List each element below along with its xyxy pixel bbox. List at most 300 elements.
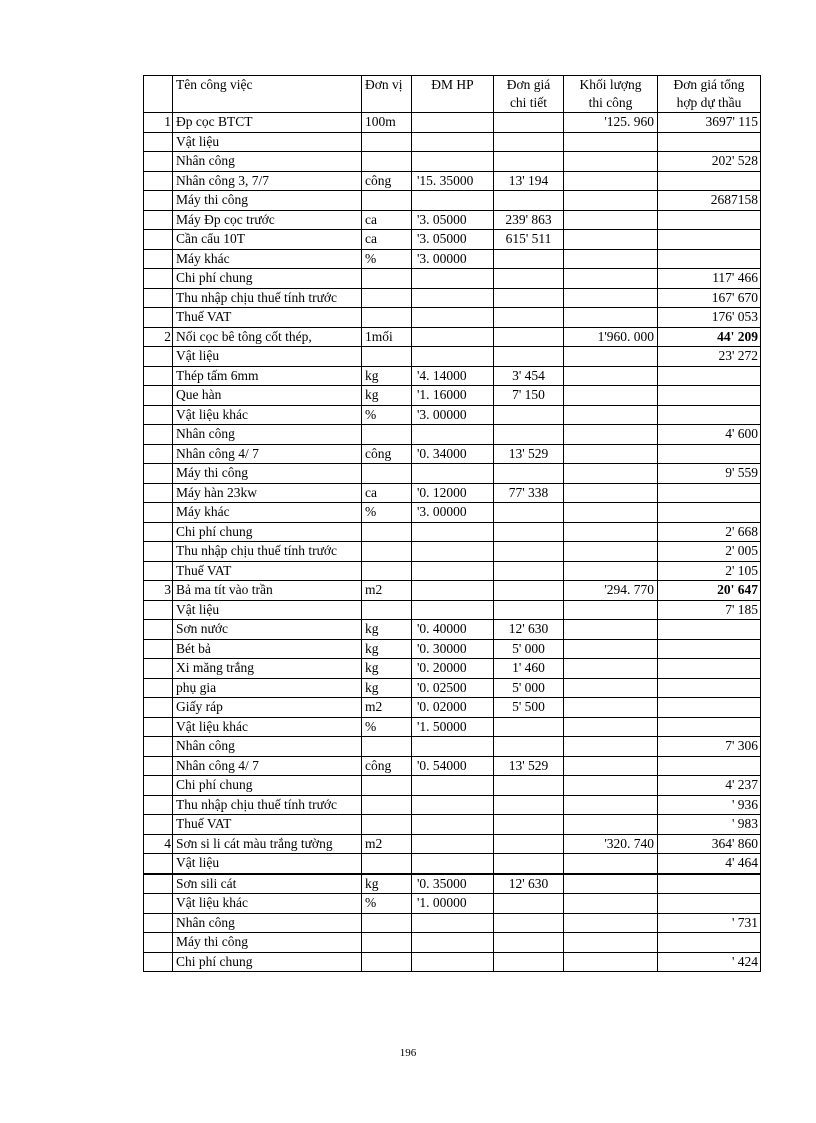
- cell-don-gia-chi-tiet: [494, 795, 564, 815]
- cell-don-gia-tong-hop: [658, 874, 761, 894]
- cell-don-vi: công: [362, 444, 412, 464]
- cell-dm-hp: [412, 288, 494, 308]
- cell-don-gia-tong-hop: 167' 670: [658, 288, 761, 308]
- table-row: [144, 249, 761, 269]
- cell-khoi-luong: [564, 464, 658, 484]
- cell-don-gia-tong-hop: 7' 306: [658, 737, 761, 757]
- cell-don-gia-tong-hop: [658, 756, 761, 776]
- cell-ten-cong-viec: Nhân công: [173, 913, 362, 933]
- cell-stt: [144, 737, 173, 757]
- cell-don-vi: %: [362, 717, 412, 737]
- cell-don-gia-chi-tiet: 13' 194: [494, 171, 564, 191]
- header-dm-hp: ĐM HP: [412, 76, 494, 113]
- cell-stt: [144, 405, 173, 425]
- cell-dm-hp: [412, 600, 494, 620]
- cell-khoi-luong: [564, 854, 658, 874]
- cell-dm-hp: '0. 12000: [412, 483, 494, 503]
- cell-don-gia-tong-hop: [658, 620, 761, 640]
- cell-don-vi: m2: [362, 698, 412, 718]
- cell-khoi-luong: [564, 894, 658, 914]
- cell-ten-cong-viec: Vật liệu: [173, 347, 362, 367]
- cell-khoi-luong: [564, 952, 658, 972]
- table-row: [144, 327, 761, 347]
- cell-khoi-luong: [564, 366, 658, 386]
- cell-don-gia-chi-tiet: [494, 834, 564, 854]
- cell-don-gia-chi-tiet: 239' 863: [494, 210, 564, 230]
- cell-don-gia-chi-tiet: [494, 542, 564, 562]
- cell-don-vi: kg: [362, 639, 412, 659]
- table-row: [144, 464, 761, 484]
- cell-khoi-luong: [564, 776, 658, 796]
- cell-khoi-luong: [564, 874, 658, 894]
- cell-ten-cong-viec: Bét bả: [173, 639, 362, 659]
- cell-don-vi: kg: [362, 874, 412, 894]
- cell-stt: [144, 288, 173, 308]
- cell-khoi-luong: 1'960. 000: [564, 327, 658, 347]
- cell-khoi-luong: [564, 542, 658, 562]
- cell-stt: [144, 894, 173, 914]
- cell-ten-cong-viec: Vật liệu khác: [173, 405, 362, 425]
- cell-dm-hp: [412, 933, 494, 953]
- cell-khoi-luong: [564, 132, 658, 152]
- header-don-gia-chi-tiet-line2: chi tiết: [509, 95, 548, 110]
- cell-stt: 4: [144, 834, 173, 854]
- cell-ten-cong-viec: Thu nhập chịu thuế tính trước: [173, 542, 362, 562]
- cell-stt: [144, 152, 173, 172]
- cell-ten-cong-viec: Nhân công: [173, 737, 362, 757]
- table-row: [144, 913, 761, 933]
- cell-don-gia-chi-tiet: [494, 503, 564, 523]
- table-row: [144, 483, 761, 503]
- cell-don-vi: công: [362, 756, 412, 776]
- cell-dm-hp: '0. 02000: [412, 698, 494, 718]
- table-row: [144, 659, 761, 679]
- cell-stt: [144, 795, 173, 815]
- cell-stt: 1: [144, 113, 173, 133]
- header-khoi-luong: [564, 76, 658, 113]
- cell-don-gia-tong-hop: [658, 659, 761, 679]
- cell-don-gia-tong-hop: [658, 366, 761, 386]
- table-row: [144, 288, 761, 308]
- cell-don-gia-chi-tiet: [494, 737, 564, 757]
- cell-don-vi: [362, 425, 412, 445]
- table-row: [144, 386, 761, 406]
- table-row: [144, 210, 761, 230]
- cell-stt: [144, 249, 173, 269]
- table-row: [144, 776, 761, 796]
- cell-don-gia-tong-hop: 2' 105: [658, 561, 761, 581]
- cell-don-gia-chi-tiet: 5' 000: [494, 678, 564, 698]
- cell-stt: [144, 698, 173, 718]
- cell-don-vi: [362, 542, 412, 562]
- cell-dm-hp: [412, 522, 494, 542]
- cell-ten-cong-viec: Máy khác: [173, 249, 362, 269]
- cell-dm-hp: '0. 34000: [412, 444, 494, 464]
- cell-ten-cong-viec: Máy thi công: [173, 464, 362, 484]
- cell-ten-cong-viec: phụ gia: [173, 678, 362, 698]
- table-row: [144, 522, 761, 542]
- cell-ten-cong-viec: Vật liệu: [173, 600, 362, 620]
- cell-don-gia-chi-tiet: [494, 894, 564, 914]
- cell-don-vi: [362, 913, 412, 933]
- cell-ten-cong-viec: Giấy ráp: [173, 698, 362, 718]
- cell-dm-hp: [412, 542, 494, 562]
- cell-don-gia-tong-hop: [658, 483, 761, 503]
- cell-stt: [144, 191, 173, 211]
- cell-ten-cong-viec: Thuế VAT: [173, 308, 362, 328]
- cell-stt: 2: [144, 327, 173, 347]
- cell-don-vi: công: [362, 171, 412, 191]
- cell-don-vi: [362, 152, 412, 172]
- cell-don-vi: [362, 347, 412, 367]
- header-row: [144, 76, 761, 113]
- cell-ten-cong-viec: Thu nhập chịu thuế tính trước: [173, 795, 362, 815]
- table-row: [144, 542, 761, 562]
- cell-stt: [144, 210, 173, 230]
- cell-ten-cong-viec: Bả ma tít vào trần: [173, 581, 362, 601]
- cell-don-gia-chi-tiet: 5' 000: [494, 639, 564, 659]
- cell-don-vi: [362, 815, 412, 835]
- cell-don-gia-chi-tiet: 12' 630: [494, 620, 564, 640]
- cell-stt: [144, 913, 173, 933]
- cell-don-gia-chi-tiet: [494, 717, 564, 737]
- cell-khoi-luong: [564, 171, 658, 191]
- cell-dm-hp: [412, 152, 494, 172]
- cell-don-gia-chi-tiet: [494, 132, 564, 152]
- cell-don-gia-chi-tiet: [494, 269, 564, 289]
- cell-don-vi: [362, 795, 412, 815]
- cell-don-gia-chi-tiet: [494, 347, 564, 367]
- cell-ten-cong-viec: Nối cọc bê tông cốt thép,: [173, 327, 362, 347]
- cell-dm-hp: [412, 815, 494, 835]
- cell-don-vi: kg: [362, 678, 412, 698]
- cell-ten-cong-viec: Sơn sili cát: [173, 874, 362, 894]
- cell-stt: [144, 132, 173, 152]
- table-row: [144, 347, 761, 367]
- cell-dm-hp: [412, 308, 494, 328]
- cell-don-gia-chi-tiet: [494, 933, 564, 953]
- cell-don-vi: [362, 737, 412, 757]
- cell-khoi-luong: [564, 308, 658, 328]
- cell-khoi-luong: [564, 678, 658, 698]
- cell-don-vi: m2: [362, 581, 412, 601]
- cell-don-vi: m2: [362, 834, 412, 854]
- header-don-vi: Đơn vị: [362, 76, 412, 113]
- cell-stt: [144, 756, 173, 776]
- cell-ten-cong-viec: Chi phí chung: [173, 952, 362, 972]
- cell-khoi-luong: [564, 933, 658, 953]
- cell-ten-cong-viec: Máy hàn 23kw: [173, 483, 362, 503]
- table-row: [144, 113, 761, 133]
- cell-don-gia-chi-tiet: [494, 464, 564, 484]
- cell-khoi-luong: [564, 717, 658, 737]
- table-row: [144, 230, 761, 250]
- cell-dm-hp: [412, 581, 494, 601]
- cell-stt: [144, 444, 173, 464]
- cell-don-vi: 1mối: [362, 327, 412, 347]
- cell-ten-cong-viec: Nhân công 4/ 7: [173, 756, 362, 776]
- cell-don-gia-chi-tiet: [494, 776, 564, 796]
- table-row: [144, 952, 761, 972]
- cell-don-gia-tong-hop: [658, 249, 761, 269]
- cell-ten-cong-viec: Máy khác: [173, 503, 362, 523]
- cell-don-gia-chi-tiet: 615' 511: [494, 230, 564, 250]
- table-body: [144, 113, 761, 972]
- cell-don-vi: [362, 776, 412, 796]
- cell-stt: [144, 600, 173, 620]
- cell-khoi-luong: [564, 230, 658, 250]
- cell-don-vi: [362, 132, 412, 152]
- cell-dm-hp: [412, 795, 494, 815]
- table-row: [144, 620, 761, 640]
- table-row: [144, 874, 761, 894]
- cell-stt: [144, 269, 173, 289]
- cell-khoi-luong: [564, 659, 658, 679]
- cell-khoi-luong: [564, 561, 658, 581]
- cell-stt: [144, 483, 173, 503]
- cell-don-vi: ca: [362, 210, 412, 230]
- cell-dm-hp: [412, 327, 494, 347]
- cell-don-gia-tong-hop: 3697' 115: [658, 113, 761, 133]
- cell-stt: [144, 503, 173, 523]
- cell-stt: [144, 464, 173, 484]
- cell-ten-cong-viec: Thu nhập chịu thuế tính trước: [173, 288, 362, 308]
- cell-don-vi: [362, 308, 412, 328]
- table-row: [144, 191, 761, 211]
- cell-don-gia-tong-hop: 7' 185: [658, 600, 761, 620]
- cell-stt: [144, 678, 173, 698]
- cell-dm-hp: [412, 834, 494, 854]
- table-row: [144, 269, 761, 289]
- cell-ten-cong-viec: Thép tấm 6mm: [173, 366, 362, 386]
- table-row: [144, 678, 761, 698]
- table-row: [144, 366, 761, 386]
- cell-don-gia-tong-hop: [658, 678, 761, 698]
- cell-dm-hp: [412, 132, 494, 152]
- cell-don-vi: kg: [362, 659, 412, 679]
- cell-dm-hp: '1. 00000: [412, 894, 494, 914]
- cell-don-gia-tong-hop: 202' 528: [658, 152, 761, 172]
- page-number: 196: [399, 1047, 417, 1059]
- cell-dm-hp: [412, 561, 494, 581]
- cell-dm-hp: [412, 425, 494, 445]
- cell-khoi-luong: [564, 737, 658, 757]
- cell-don-gia-tong-hop: [658, 894, 761, 914]
- cell-stt: [144, 366, 173, 386]
- cell-don-gia-tong-hop: [658, 405, 761, 425]
- cell-don-vi: [362, 854, 412, 874]
- cell-ten-cong-viec: Vật liệu khác: [173, 717, 362, 737]
- cell-ten-cong-viec: Thuế VAT: [173, 561, 362, 581]
- cell-don-vi: [362, 561, 412, 581]
- cell-dm-hp: '1. 50000: [412, 717, 494, 737]
- cell-don-gia-chi-tiet: 1' 460: [494, 659, 564, 679]
- cell-don-vi: ca: [362, 230, 412, 250]
- cell-don-gia-tong-hop: [658, 698, 761, 718]
- header-don-gia-chi-tiet: [494, 76, 564, 113]
- cell-stt: [144, 639, 173, 659]
- cell-don-gia-tong-hop: ' 731: [658, 913, 761, 933]
- table-row: [144, 815, 761, 835]
- table-row: [144, 639, 761, 659]
- cell-don-gia-tong-hop: 9' 559: [658, 464, 761, 484]
- cell-don-vi: ca: [362, 483, 412, 503]
- table-row: [144, 444, 761, 464]
- cell-khoi-luong: [564, 795, 658, 815]
- cell-khoi-luong: '125. 960: [564, 113, 658, 133]
- header-khoi-luong-line1: Khối lượng: [579, 77, 642, 92]
- cell-ten-cong-viec: Chi phí chung: [173, 522, 362, 542]
- cell-don-gia-chi-tiet: [494, 522, 564, 542]
- cell-khoi-luong: [564, 639, 658, 659]
- cell-ten-cong-viec: Chi phí chung: [173, 269, 362, 289]
- table-row: [144, 698, 761, 718]
- cell-khoi-luong: [564, 620, 658, 640]
- cell-don-vi: [362, 933, 412, 953]
- cell-khoi-luong: [564, 483, 658, 503]
- header-don-gia-tong-hop-line1: Đơn giá tổng: [673, 77, 745, 92]
- cell-don-gia-chi-tiet: [494, 815, 564, 835]
- cell-don-vi: [362, 288, 412, 308]
- cell-don-vi: [362, 464, 412, 484]
- cell-ten-cong-viec: Sơn si li cát màu trắng tường: [173, 834, 362, 854]
- cell-khoi-luong: [564, 425, 658, 445]
- header-ten-cong-viec: Tên công việc: [173, 76, 362, 113]
- cell-don-gia-chi-tiet: [494, 113, 564, 133]
- cell-don-vi: kg: [362, 386, 412, 406]
- cell-don-gia-chi-tiet: [494, 425, 564, 445]
- table-row: [144, 308, 761, 328]
- cell-dm-hp: [412, 113, 494, 133]
- cell-dm-hp: '0. 54000: [412, 756, 494, 776]
- cell-khoi-luong: [564, 249, 658, 269]
- cell-don-gia-tong-hop: 23' 272: [658, 347, 761, 367]
- cell-ten-cong-viec: Máy thi công: [173, 191, 362, 211]
- cell-don-gia-chi-tiet: 5' 500: [494, 698, 564, 718]
- cell-don-gia-tong-hop: [658, 717, 761, 737]
- table-row: [144, 854, 761, 874]
- header-khoi-luong-line2: thi công: [588, 95, 633, 110]
- cell-don-gia-chi-tiet: [494, 249, 564, 269]
- cell-ten-cong-viec: Vật liệu: [173, 854, 362, 874]
- cell-don-gia-tong-hop: 20' 647: [658, 581, 761, 601]
- cell-don-gia-chi-tiet: [494, 327, 564, 347]
- cell-stt: [144, 815, 173, 835]
- cell-ten-cong-viec: Đp cọc BTCT: [173, 113, 362, 133]
- cell-khoi-luong: [564, 503, 658, 523]
- cell-don-gia-tong-hop: 176' 053: [658, 308, 761, 328]
- cell-ten-cong-viec: Vật liệu: [173, 132, 362, 152]
- cell-don-gia-chi-tiet: 3' 454: [494, 366, 564, 386]
- table-row: [144, 894, 761, 914]
- cell-dm-hp: [412, 191, 494, 211]
- table-row: [144, 756, 761, 776]
- cell-stt: [144, 347, 173, 367]
- cell-don-gia-tong-hop: 4' 600: [658, 425, 761, 445]
- cell-khoi-luong: [564, 288, 658, 308]
- cell-don-gia-tong-hop: ' 936: [658, 795, 761, 815]
- cell-dm-hp: '0. 02500: [412, 678, 494, 698]
- cell-dm-hp: '1. 16000: [412, 386, 494, 406]
- cell-don-vi: [362, 522, 412, 542]
- cell-don-gia-tong-hop: 44' 209: [658, 327, 761, 347]
- table-row: [144, 425, 761, 445]
- cell-stt: [144, 952, 173, 972]
- cell-khoi-luong: [564, 522, 658, 542]
- cell-stt: 3: [144, 581, 173, 601]
- cell-ten-cong-viec: Máy Đp cọc trước: [173, 210, 362, 230]
- cell-don-vi: %: [362, 894, 412, 914]
- cell-khoi-luong: [564, 756, 658, 776]
- cell-stt: [144, 171, 173, 191]
- table-row: [144, 737, 761, 757]
- cell-dm-hp: [412, 854, 494, 874]
- cell-don-gia-tong-hop: 4' 464: [658, 854, 761, 874]
- cell-ten-cong-viec: Que hàn: [173, 386, 362, 406]
- cell-khoi-luong: '320. 740: [564, 834, 658, 854]
- header-don-gia-tong-hop-line2: hợp dự thầu: [676, 95, 742, 110]
- table-row: [144, 152, 761, 172]
- cell-khoi-luong: [564, 210, 658, 230]
- cell-stt: [144, 542, 173, 562]
- cell-don-gia-tong-hop: 117' 466: [658, 269, 761, 289]
- cell-don-gia-tong-hop: [658, 386, 761, 406]
- cell-don-vi: [362, 600, 412, 620]
- cell-don-vi: %: [362, 503, 412, 523]
- cell-khoi-luong: [564, 386, 658, 406]
- cell-don-gia-chi-tiet: 13' 529: [494, 756, 564, 776]
- cell-don-gia-chi-tiet: [494, 308, 564, 328]
- cell-ten-cong-viec: Nhân công 3, 7/7: [173, 171, 362, 191]
- cell-stt: [144, 308, 173, 328]
- cell-stt: [144, 620, 173, 640]
- cell-don-gia-tong-hop: [658, 171, 761, 191]
- cell-khoi-luong: [564, 191, 658, 211]
- cell-ten-cong-viec: Vật liệu khác: [173, 894, 362, 914]
- cell-ten-cong-viec: Thuế VAT: [173, 815, 362, 835]
- cell-don-gia-chi-tiet: [494, 191, 564, 211]
- cell-khoi-luong: [564, 269, 658, 289]
- table-row: [144, 717, 761, 737]
- cell-ten-cong-viec: Xi măng trắng: [173, 659, 362, 679]
- cell-dm-hp: [412, 776, 494, 796]
- header-no: [144, 76, 173, 113]
- cell-dm-hp: '0. 35000: [412, 874, 494, 894]
- cell-don-gia-chi-tiet: [494, 152, 564, 172]
- cell-khoi-luong: [564, 405, 658, 425]
- table-row: [144, 132, 761, 152]
- cell-ten-cong-viec: Máy thi công: [173, 933, 362, 953]
- cell-don-gia-tong-hop: 2687158: [658, 191, 761, 211]
- cell-don-gia-tong-hop: 2' 005: [658, 542, 761, 562]
- cell-don-vi: kg: [362, 620, 412, 640]
- cell-don-gia-tong-hop: [658, 639, 761, 659]
- cell-don-gia-tong-hop: ' 983: [658, 815, 761, 835]
- table-row: [144, 600, 761, 620]
- cell-don-gia-chi-tiet: 13' 529: [494, 444, 564, 464]
- cell-don-vi: kg: [362, 366, 412, 386]
- cell-dm-hp: '0. 30000: [412, 639, 494, 659]
- cell-khoi-luong: [564, 815, 658, 835]
- cell-don-gia-chi-tiet: 7' 150: [494, 386, 564, 406]
- cell-khoi-luong: [564, 913, 658, 933]
- cell-ten-cong-viec: Nhân công 4/ 7: [173, 444, 362, 464]
- cell-dm-hp: '3. 00000: [412, 405, 494, 425]
- cell-dm-hp: '3. 05000: [412, 210, 494, 230]
- cell-stt: [144, 854, 173, 874]
- cell-dm-hp: [412, 464, 494, 484]
- table-row: [144, 405, 761, 425]
